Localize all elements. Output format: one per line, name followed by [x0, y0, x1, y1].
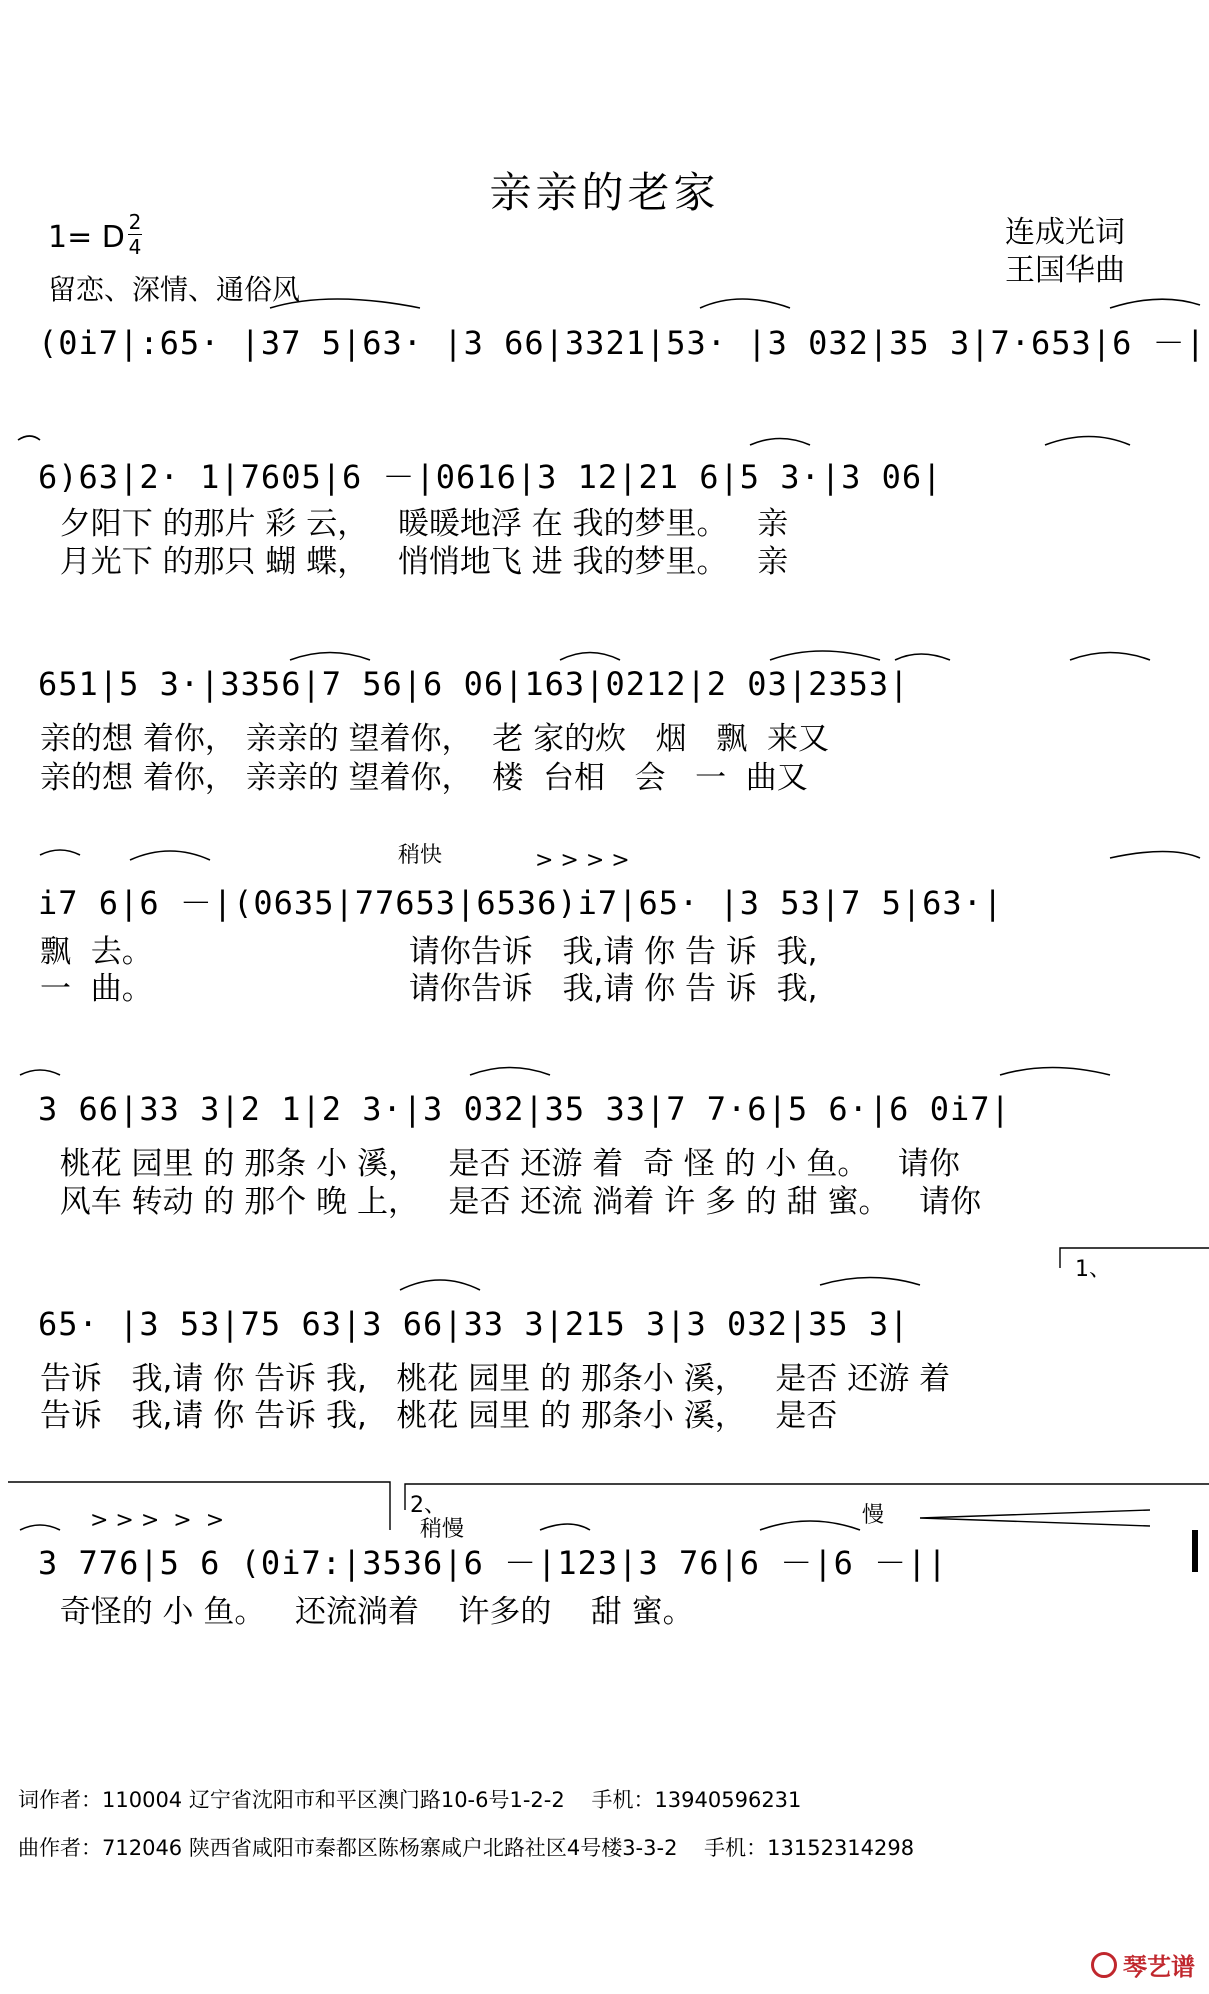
slur: [750, 439, 810, 446]
slur: [470, 1068, 550, 1076]
slur: [820, 1278, 920, 1286]
notation-row-7: 3 776|5 6 (0i7:|3536|6 －|123|3 76|6 －|6 －||: [38, 1544, 948, 1582]
slur: [770, 651, 880, 660]
slur: [895, 654, 950, 660]
notation-row-2: 6)63|2· 1|7605|6 －|0616|3 12|21 6|5 3·|3 06|: [38, 458, 943, 496]
time-sig-top: 2: [128, 210, 142, 234]
slur: [1000, 1068, 1110, 1076]
slur: [1070, 653, 1150, 661]
slur: [1110, 852, 1200, 859]
slur: [400, 1280, 480, 1290]
tempo-slow-mark: 慢: [862, 1503, 885, 1528]
volta-1-label: 1、: [1075, 1257, 1111, 1282]
slur: [540, 1524, 590, 1530]
lyric-row-4-verse-1: 飘 去。 请你告诉 我,请 你 告 诉 我,: [40, 934, 818, 970]
slur: [1045, 437, 1130, 446]
lyric-row-4-verse-2: 一 曲。 请你告诉 我,请 你 告 诉 我,: [40, 971, 818, 1007]
accent-marks-row-7: > > > > >: [90, 1508, 225, 1533]
lyric-row-2-verse-2: 月光下 的那只 蝴 蝶， 悄悄地飞 进 我的梦里。 亲: [40, 544, 789, 580]
volta-2-bracket: [405, 1484, 1209, 1510]
lyric-row-3-verse-2: 亲的想 着你， 亲亲的 望着你， 楼 台相 会 一 曲又: [40, 760, 808, 796]
notation-row-5: 3 66|33 3|2 1|2 3·|3 032|35 33|7 7·6|5 6·|6 0i7|: [38, 1090, 1011, 1128]
final-barline: [1192, 1530, 1198, 1572]
lyric-row-2-verse-1: 夕阳下 的那片 彩 云， 暖暖地浮 在 我的梦里。 亲: [40, 506, 789, 542]
key-signature: 1= D: [48, 220, 125, 255]
watermark-text: 琴艺谱: [1123, 1953, 1195, 1981]
slur: [130, 851, 210, 860]
notation-row-1: (0i7|:65· |37 5|63· |3 66|3321|53· |3 032|35 3|7·653|6 －|: [38, 324, 1206, 362]
slur: [40, 850, 80, 855]
lyric-row-5-verse-1: 桃花 园里 的 那条 小 溪， 是否 还游 着 奇 怪 的 小 鱼。 请你: [40, 1146, 960, 1182]
slur: [20, 1525, 60, 1530]
performance-style: 留恋、深情、通俗风: [48, 273, 301, 306]
slur: [1110, 299, 1200, 308]
slur: [700, 299, 790, 308]
slur: [560, 653, 620, 661]
slur: [760, 1521, 860, 1530]
volta-2-label: 2、: [410, 1493, 446, 1518]
lyric-row-6-verse-2: 告诉 我,请 你 告诉 我, 桃花 园里 的 那条小 溪， 是否: [40, 1398, 838, 1434]
tempo-slightly-slower-mark: 稍慢: [420, 1517, 465, 1542]
composer-credit: 王国华曲: [1005, 253, 1125, 288]
song-title: 亲亲的老家: [489, 168, 720, 217]
lyric-row-5-verse-2: 风车 转动 的 那个 晚 上， 是否 还流 淌着 许 多 的 甜 蜜。 请你: [40, 1184, 982, 1220]
time-sig-bottom: 4: [128, 235, 142, 259]
lyricist-credit: 连成光词: [1005, 215, 1125, 250]
time-signature: [128, 210, 142, 259]
slur: [20, 1070, 60, 1075]
lyric-row-3-verse-1: 亲的想 着你， 亲亲的 望着你， 老 家的炊 烟 飘 来又: [40, 721, 829, 757]
notation-row-6: 65· |3 53|75 63|3 66|33 3|215 3|3 032|35 3|: [38, 1305, 910, 1343]
accent-marks-row-4: > > > >: [535, 848, 630, 873]
watermark-logo: [1091, 1947, 1195, 1982]
lyricist-contact: 词作者：110004 辽宁省沈阳市和平区澳门路10-6号1-2-2 手机：13940596231: [18, 1788, 802, 1812]
slur: [18, 436, 40, 440]
lyric-row-6-verse-1: 告诉 我,请 你 告诉 我, 桃花 园里 的 那条小 溪， 是否 还游 着: [40, 1361, 951, 1397]
logo-icon: [1091, 1952, 1117, 1978]
composer-contact: 曲作者：712046 陕西省咸阳市秦都区陈杨寨咸户北路社区4号楼3-3-2 手机：13152314298: [18, 1836, 915, 1860]
slur: [290, 653, 370, 661]
lyric-row-7-verse-1: 奇怪的 小 鱼。 还流淌着 许多的 甜 蜜。: [40, 1594, 694, 1630]
notation-row-4: i7 6|6 －|(0635|77653|6536)i7|65· |3 53|7 5|63·|: [38, 884, 1004, 922]
decrescendo-hairpin: [920, 1510, 1150, 1526]
tempo-faster-mark: 稍快: [398, 843, 443, 868]
notation-row-3: 651|5 3·|3356|7 56|6 06|163|0212|2 03|2353|: [38, 665, 910, 703]
